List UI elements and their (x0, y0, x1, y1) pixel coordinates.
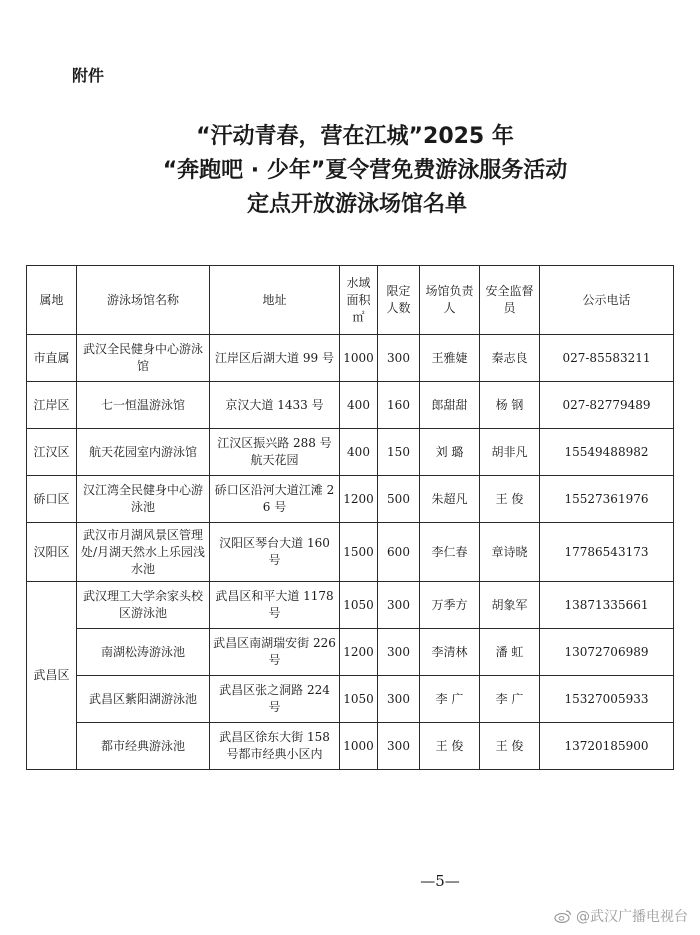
cell-address: 武昌区和平大道 1178 号 (210, 582, 340, 629)
cell-capacity: 300 (378, 723, 420, 770)
cell-phone: 13720185900 (540, 723, 674, 770)
table-row (27, 582, 674, 629)
header-capacity: 限定人数 (378, 266, 420, 335)
cell-area: 1200 (340, 629, 378, 676)
cell-capacity: 150 (378, 429, 420, 476)
header-supervisor: 安全监督员 (480, 266, 540, 335)
cell-supervisor: 王 俊 (480, 723, 540, 770)
cell-region: 江岸区 (27, 382, 77, 429)
document-title (0, 120, 700, 222)
cell-manager: 万季方 (420, 582, 480, 629)
cell-supervisor: 李 广 (480, 676, 540, 723)
table-row (27, 382, 674, 429)
cell-phone: 027-82779489 (540, 382, 674, 429)
watermark-text: @武汉广播电视台 (576, 909, 688, 925)
cell-area: 400 (340, 382, 378, 429)
cell-supervisor: 潘 虹 (480, 629, 540, 676)
title-line-2: “奔跑吧 · 少年”夏令营免费游泳服务活动 (162, 158, 568, 183)
title-line-1: “汗动青春，营在江城”2025 年 (196, 124, 514, 149)
cell-address: 汉阳区琴台大道 160 号 (210, 523, 340, 582)
cell-name: 武汉全民健身中心游泳馆 (77, 335, 210, 382)
cell-name: 汉江湾全民健身中心游泳池 (77, 476, 210, 523)
cell-name: 七一恒温游泳馆 (77, 382, 210, 429)
table-row (27, 629, 674, 676)
header-address: 地址 (210, 266, 340, 335)
cell-phone: 15527361976 (540, 476, 674, 523)
cell-capacity: 300 (378, 335, 420, 382)
table-row (27, 335, 674, 382)
cell-capacity: 300 (378, 629, 420, 676)
cell-manager: 王雅婕 (420, 335, 480, 382)
header-region: 属地 (27, 266, 77, 335)
cell-area: 1000 (340, 723, 378, 770)
cell-capacity: 500 (378, 476, 420, 523)
cell-name: 都市经典游泳池 (77, 723, 210, 770)
cell-name: 南湖松涛游泳池 (77, 629, 210, 676)
cell-name: 武汉市月湖风景区管理处/月湖天然水上乐园浅水池 (77, 523, 210, 582)
table-row (27, 476, 674, 523)
cell-name: 武昌区紫阳湖游泳池 (77, 676, 210, 723)
cell-capacity: 600 (378, 523, 420, 582)
cell-phone: 027-85583211 (540, 335, 674, 382)
cell-address: 京汉大道 1433 号 (210, 382, 340, 429)
cell-phone: 15549488982 (540, 429, 674, 476)
cell-supervisor: 王 俊 (480, 476, 540, 523)
cell-address: 硚口区沿河大道江滩 26 号 (210, 476, 340, 523)
cell-address: 江汉区振兴路 288 号航天花园 (210, 429, 340, 476)
cell-manager: 郎甜甜 (420, 382, 480, 429)
cell-supervisor: 秦志良 (480, 335, 540, 382)
cell-manager: 李清林 (420, 629, 480, 676)
cell-supervisor: 胡非凡 (480, 429, 540, 476)
cell-phone: 15327005933 (540, 676, 674, 723)
cell-region: 汉阳区 (27, 523, 77, 582)
cell-supervisor: 章诗晓 (480, 523, 540, 582)
cell-region: 江汉区 (27, 429, 77, 476)
cell-supervisor: 杨 钢 (480, 382, 540, 429)
cell-phone: 13072706989 (540, 629, 674, 676)
cell-area: 1000 (340, 335, 378, 382)
cell-manager: 王 俊 (420, 723, 480, 770)
cell-capacity: 300 (378, 676, 420, 723)
cell-manager: 李 广 (420, 676, 480, 723)
header-phone: 公示电话 (540, 266, 674, 335)
table-row (27, 429, 674, 476)
header-name: 游泳场馆名称 (77, 266, 210, 335)
table-row (27, 676, 674, 723)
title-line-3: 定点开放游泳场馆名单 (246, 192, 467, 217)
weibo-icon (554, 909, 572, 923)
cell-area: 1200 (340, 476, 378, 523)
cell-manager: 朱超凡 (420, 476, 480, 523)
cell-capacity: 160 (378, 382, 420, 429)
page-number: —5— (420, 872, 460, 890)
table-header-row (27, 266, 674, 335)
cell-address: 江岸区后湖大道 99 号 (210, 335, 340, 382)
cell-area: 400 (340, 429, 378, 476)
attachment-label: 附件 (72, 66, 105, 85)
cell-phone: 13871335661 (540, 582, 674, 629)
cell-area: 1050 (340, 582, 378, 629)
header-manager: 场馆负责人 (420, 266, 480, 335)
header-area: 水域面积㎡ (340, 266, 378, 335)
cell-manager: 李仁春 (420, 523, 480, 582)
table-row (27, 523, 674, 582)
cell-region: 市直属 (27, 335, 77, 382)
cell-capacity: 300 (378, 582, 420, 629)
cell-area: 1500 (340, 523, 378, 582)
cell-name: 航天花园室内游泳馆 (77, 429, 210, 476)
watermark (554, 906, 688, 926)
venue-table (26, 265, 674, 770)
cell-region: 武昌区 (27, 582, 77, 770)
table-row (27, 723, 674, 770)
cell-region: 硚口区 (27, 476, 77, 523)
cell-address: 武昌区张之洞路 224 号 (210, 676, 340, 723)
cell-manager: 刘 璐 (420, 429, 480, 476)
cell-area: 1050 (340, 676, 378, 723)
cell-supervisor: 胡象军 (480, 582, 540, 629)
cell-name: 武汉理工大学余家头校区游泳池 (77, 582, 210, 629)
cell-phone: 17786543173 (540, 523, 674, 582)
cell-address: 武昌区南湖瑞安街 226 号 (210, 629, 340, 676)
cell-address: 武昌区徐东大街 158 号都市经典小区内 (210, 723, 340, 770)
